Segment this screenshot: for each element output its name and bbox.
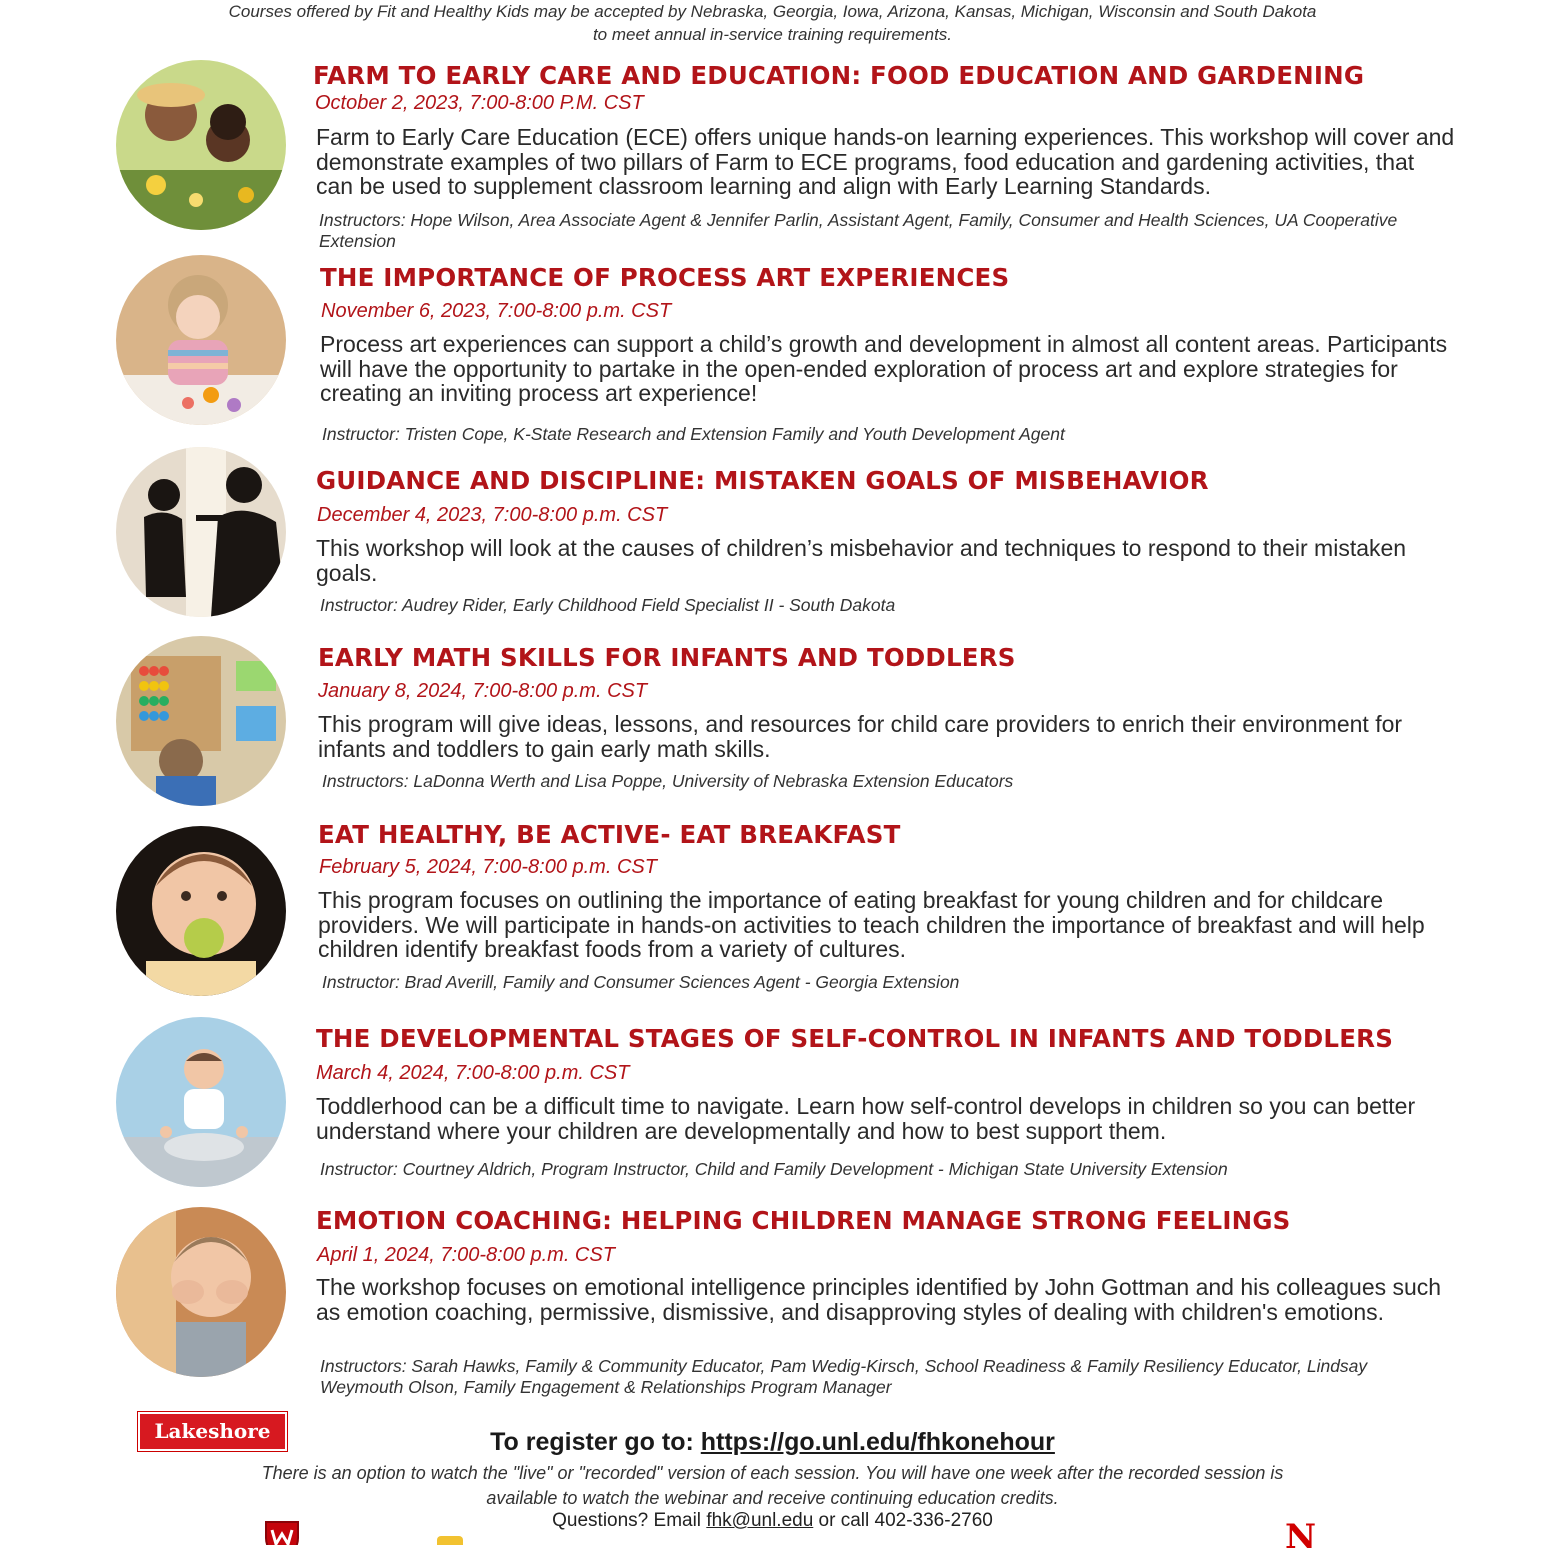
session-photo-garden [116,60,286,230]
session-photo-abacus [116,636,286,806]
session-title: FARM TO EARLY CARE AND EDUCATION: FOOD EDUCATION AND GARDENING [313,61,1365,90]
session-description: Process art experiences can support a child’s growth and development in almost all content areas. Participants will have the opportunity to partake in the open-ended exploration of process art and explore strategies for creating an inviting process art experience! [320,331,1448,406]
session-title: THE IMPORTANCE OF PROCESS ART EXPERIENCES [320,263,1010,292]
session-instructors: Instructors: Sarah Hawks, Family & Community Educator, Pam Wedig-Kirsch, School Readiness & Family Resiliency Educator, Lindsay Weymouth Olson, Family Engagement & Relationships Program Manager [320,1356,1368,1397]
session-description: Toddlerhood can be a difficult time to navigate. Learn how self-control develops in children so you can better understand where your children are developmentally and how to best support them. [316,1093,1416,1144]
recording-note-line-2: available to watch the webinar and receive continuing education credits. [486,1488,1059,1508]
session-photo-baby-apple [116,826,286,996]
register-line [0,1428,1545,1457]
session-description: This program focuses on outlining the importance of eating breakfast for young children and for childcare providers. We will participate in hands-on activities to teach children the importance of breakfast and will help children identify breakfast foods from a variety of cultures. [318,887,1425,962]
session-date: February 5, 2024, 7:00-8:00 p.m. CST [319,856,657,878]
contact-prefix: Questions? Email [552,1510,707,1531]
session-description: This workshop will look at the causes of children’s misbehavior and techniques to respond to their mistaken goals. [316,535,1407,586]
session-title: EMOTION COACHING: HELPING CHILDREN MANAGE STRONG FEELINGS [316,1206,1291,1235]
session-photo-silhouette [116,447,286,617]
session-title: GUIDANCE AND DISCIPLINE: MISTAKEN GOALS OF MISBEHAVIOR [316,466,1209,495]
session-instructors: Instructors: Hope Wilson, Area Associate Agent & Jennifer Parlin, Assistant Agent, Family, Consumer and Health Sciences, UA Cooperative Extension [319,210,1398,251]
session-date: December 4, 2023, 7:00-8:00 p.m. CST [317,504,668,526]
session-photo-rubbing-eyes [116,1207,286,1377]
session-title: THE DEVELOPMENTAL STAGES OF SELF-CONTROL IN INFANTS AND TODDLERS [316,1024,1394,1053]
session-description: The workshop focuses on emotional intelligence principles identified by John Gottman and his colleagues such as emotion coaching, permissive, dismissive, and disapproving styles of dealing with children's emotions. [316,1274,1442,1325]
header-note [150,0,1395,46]
session-date: March 4, 2024, 7:00-8:00 p.m. CST [316,1062,630,1084]
contact-email-link[interactable]: fhk@unl.edu [706,1510,814,1531]
session-instructors: Instructor: Brad Averill, Family and Consumer Sciences Agent - Georgia Extension [322,972,960,992]
recording-note-line-1: There is an option to watch the "live" or "recorded" version of each session. You will have one week after the recorded session is [261,1463,1284,1483]
session-description: Farm to Early Care Education (ECE) offers unique hands-on learning experiences. This workshop will cover and demonstrate examples of two pillars of Farm to ECE programs, food education and gardening activities, that can be used to supplement classroom learning and align with Early Learning Standards. [316,124,1455,199]
partner-logo [437,1536,463,1545]
session-instructors: Instructor: Tristen Cope, K-State Research and Extension Family and Youth Development Agent [322,424,1065,444]
session-photo-crying-toddler [116,1017,286,1187]
header-note-line-1: Courses offered by Fit and Healthy Kids may be accepted by Nebraska, Georgia, Iowa, Arizona, Kansas, Michigan, Wisconsin and South Dakota [228,2,1317,21]
session-title: EAT HEALTHY, BE ACTIVE- EAT BREAKFAST [318,820,901,849]
session-title: EARLY MATH SKILLS FOR INFANTS AND TODDLERS [318,643,1016,672]
session-photo-art [116,255,286,425]
session-date: January 8, 2024, 7:00-8:00 p.m. CST [318,680,648,702]
contact-phone: or call 402-336-2760 [813,1510,993,1531]
uw-crest-logo [262,1516,302,1545]
session-description: This program will give ideas, lessons, and resources for child care providers to enrich their environment for infants and toddlers to gain early math skills. [318,711,1403,762]
session-date: April 1, 2024, 7:00-8:00 p.m. CST [317,1244,615,1266]
session-date: November 6, 2023, 7:00-8:00 p.m. CST [321,300,672,322]
header-note-line-2: to meet annual in-service training requirements. [592,25,953,44]
register-link[interactable]: https://go.unl.edu/fhkonehour [700,1428,1055,1456]
lakeshore-logo: Lakeshore [138,1412,287,1451]
session-instructors: Instructor: Courtney Aldrich, Program Instructor, Child and Family Development - Michigan State University Extension [320,1159,1228,1179]
session-instructors: Instructor: Audrey Rider, Early Childhood Field Specialist II - South Dakota [320,595,896,615]
register-prefix: To register go to: [490,1428,701,1456]
recording-note [200,1461,1345,1511]
session-date: October 2, 2023, 7:00-8:00 P.M. CST [315,92,644,114]
session-instructors: Instructors: LaDonna Werth and Lisa Poppe, University of Nebraska Extension Educators [322,771,1014,791]
nebraska-n-logo: N [1285,1517,1317,1557]
